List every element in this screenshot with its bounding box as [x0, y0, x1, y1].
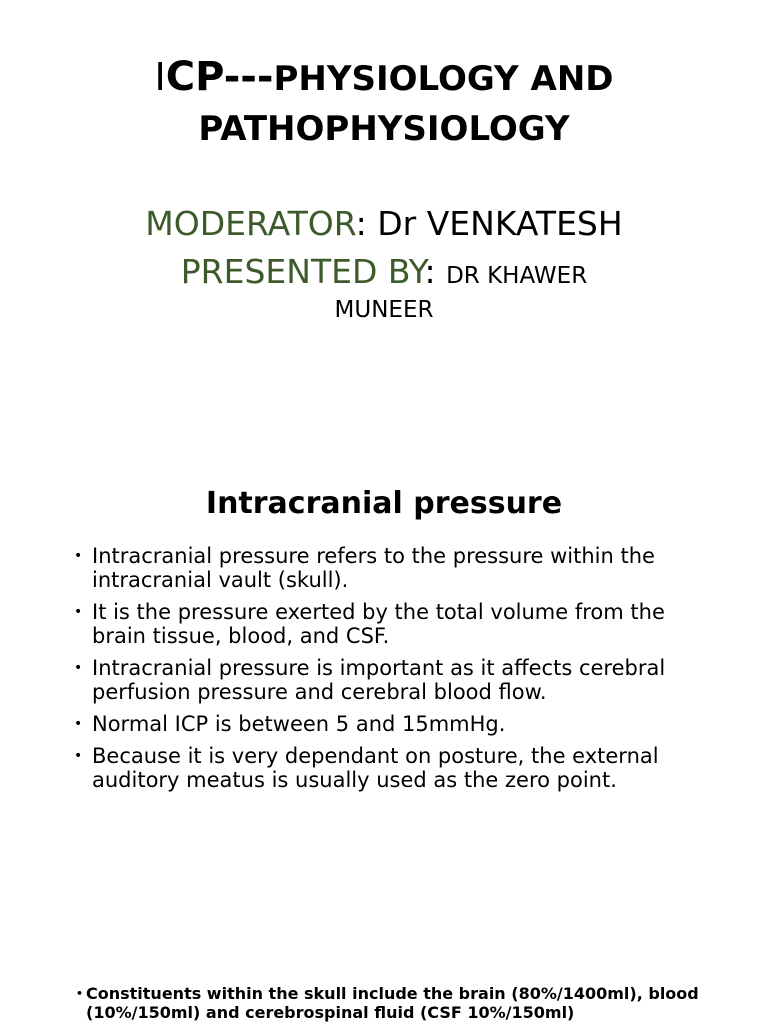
bullet-text: It is the pressure exerted by the total volume from the brain tissue, blood, and CSF. — [92, 600, 665, 648]
presented-separator: : — [424, 252, 447, 291]
bullet-icon: • — [74, 604, 83, 620]
bullet-icon: • — [74, 748, 83, 764]
bullet-item — [72, 744, 712, 792]
presentation-title — [0, 52, 768, 154]
presenter-line — [0, 254, 768, 296]
bullet-icon: • — [74, 548, 83, 564]
moderator-label: MODERATOR — [145, 204, 356, 243]
bullet-icon: • — [74, 660, 83, 676]
constituents-text: Constituents within the skull include the brain (80%/1400ml), blood (10%/150ml) and cerebrospinal fluid (CSF 10%/150ml) — [86, 984, 699, 1022]
moderator-separator: : — [355, 204, 378, 243]
bullet-icon: • — [76, 987, 84, 1000]
bullet-list — [72, 544, 712, 800]
slide-title: Intracranial pressure — [205, 486, 563, 521]
moderator-name: Dr VENKATESH — [377, 204, 623, 243]
constituents-bullet — [76, 984, 706, 1022]
presenter-name-line-1: DR KHAWER — [446, 263, 588, 289]
bullet-item — [72, 544, 712, 592]
bullet-item — [72, 656, 712, 704]
title-line-2: PATHOPHYSIOLOGY — [198, 109, 570, 149]
title-slide — [0, 0, 768, 400]
bullet-text: Because it is very dependant on posture, the external auditory meatus is usually used as the zero point. — [92, 744, 659, 792]
title-cp: CP--- — [165, 54, 274, 100]
title-line-1 — [0, 52, 768, 104]
bullet-text: Normal ICP is between 5 and 15mmHg. — [92, 712, 506, 736]
bullet-text: Intracranial pressure is important as it affects cerebral perfusion pressure and cerebral blood flow. — [92, 656, 666, 704]
moderator-line — [0, 204, 768, 244]
title-letter-i: I — [154, 55, 166, 99]
bullet-text: Intracranial pressure refers to the pressure within the intracranial vault (skull). — [92, 544, 655, 592]
presenter-name-line-2: MUNEER — [334, 297, 434, 323]
presented-by-label: PRESENTED BY — [180, 252, 425, 291]
bullet-item — [72, 600, 712, 648]
title-physiology: PHYSIOLOGY AND — [273, 59, 614, 99]
bullet-item — [72, 712, 712, 736]
bullet-icon: • — [74, 716, 83, 732]
